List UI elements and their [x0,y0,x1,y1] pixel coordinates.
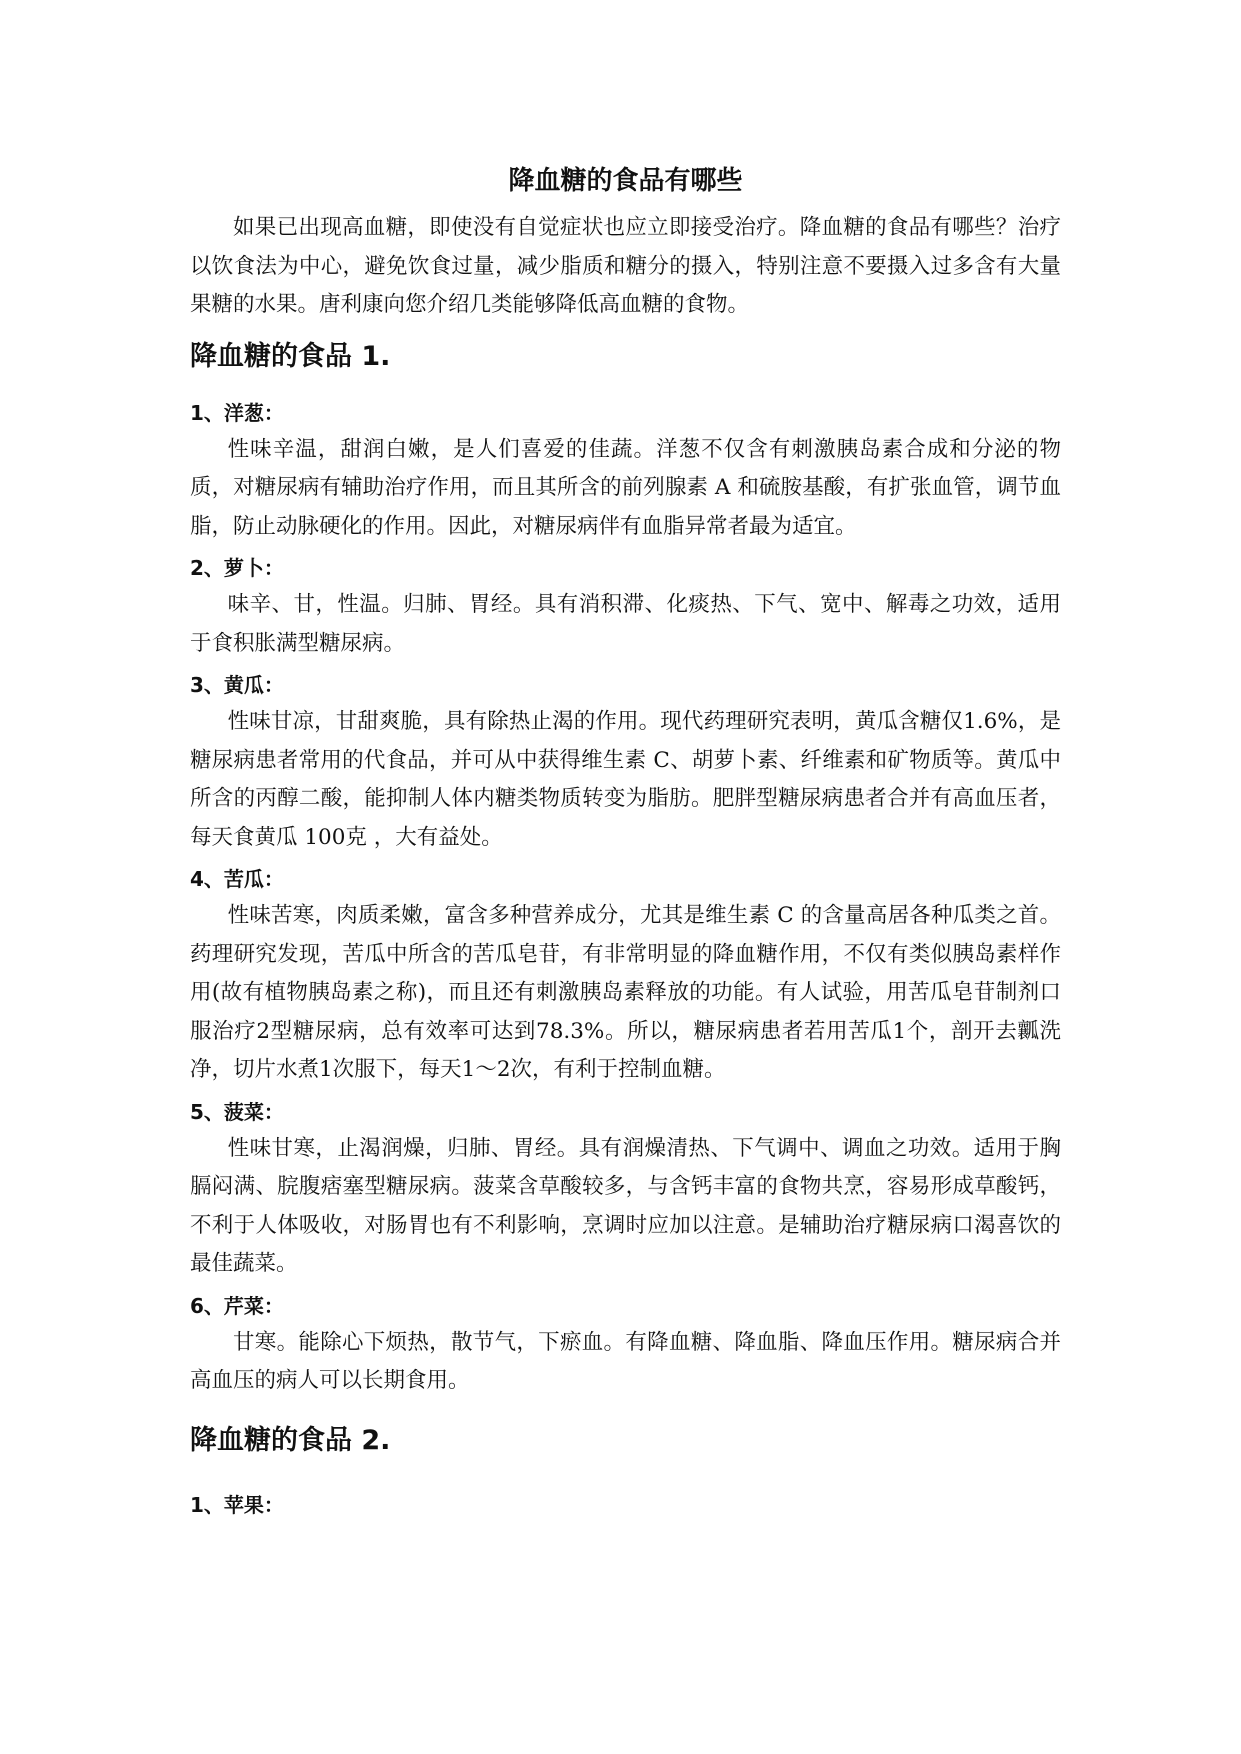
intro-paragraph: 如果已出现高血糖，即使没有自觉症状也应立即接受治疗。降血糖的食品有哪些？治疗以饮食法为中心，避免饮食过量，减少脂质和糖分的摄入，特别注意不要摄入过多含有大量果糖的水果。唐利康向您介绍几类能够降低高血糖的食物。 [190,215,1061,317]
food-item [190,395,1061,547]
food-item [190,1288,1061,1401]
food-item-title: 5、菠菜： [190,1099,284,1124]
food-item-title: 1、洋葱： [190,400,284,425]
food-item [190,550,1061,663]
food-item-text: 味辛、甘，性温。归肺、胃经。具有消积滞、化痰热、下气、宽中、解毒之功效，适用于食积胀满型糖尿病。 [190,592,1061,656]
food-item-title: 1、苹果： [190,1492,284,1517]
food-item [190,667,1061,857]
food-item-title: 3、黄瓜： [190,673,284,697]
food-item-text: 性味辛温，甜润白嫩，是人们喜爱的佳蔬。洋葱不仅含有刺激胰岛素合成和分泌的物质，对糖尿病有辅助治疗作用，而且其所含的前列腺素 A 和硫胺基酸，有扩张血管，调节血脂，防止动脉硬化的作用。因此，对糖尿病伴有血脂异常者最为适宜。 [190,436,1061,539]
food-item-title: 2、萝卜： [190,556,284,580]
food-item [190,861,1061,1090]
food-item-title: 4、苦瓜： [190,867,284,891]
food-item-text: 甘寒。能除心下烦热，散节气，下瘀血。有降血糖、降血脂、降血压作用。糖尿病合并高血压的病人可以长期食用。 [190,1329,1061,1393]
food-item-title: 6、芹菜： [190,1293,284,1318]
food-item [190,1094,1061,1284]
section-heading-1: 降血糖的食品 1. [190,340,391,372]
food-item-text: 性味苦寒，肉质柔嫩，富含多种营养成分，尤其是维生素 C 的含量高居各种瓜类之首。药理研究发现，苦瓜中所含的苦瓜皂苷，有非常明显的降血糖作用，不仅有类似胰岛素样作用(故有植物胰岛素之称)，而且还有刺激胰岛素释放的功能。有人试验，用苦瓜皂苷制剂口服治疗2型糖尿病，总有效率可达到78.3%。所以，糖尿病患者若用苦瓜1个，剖开去瓤洗净，切片水煮1次服下，每天1～2次，有利于控制血糖。 [190,903,1061,1082]
document-title: 降血糖的食品有哪些 [508,166,743,196]
section-heading-2: 降血糖的食品 2. [190,1424,391,1456]
food-item [190,1487,1061,1523]
food-item-text: 性味甘寒，止渴润燥，归肺、胃经。具有润燥清热、下气调中、调血之功效。适用于胸膈闷满、脘腹痞塞型糖尿病。菠菜含草酸较多，与含钙丰富的食物共烹，容易形成草酸钙，不利于人体吸收，对肠胃也有不利影响，烹调时应加以注意。是辅助治疗糖尿病口渴喜饮的最佳蔬菜。 [190,1135,1061,1276]
food-item-text: 性味甘凉，甘甜爽脆，具有除热止渴的作用。现代药理研究表明，黄瓜含糖仅1.6%，是糖尿病患者常用的代食品，并可从中获得维生素 C、胡萝卜素、纤维素和矿物质等。黄瓜中所含的丙醇二酸，能抑制人体内糖类物质转变为脂肪。肥胖型糖尿病患者合并有高血压者，每天食黄瓜 100克 ，大有益处。 [190,709,1061,850]
